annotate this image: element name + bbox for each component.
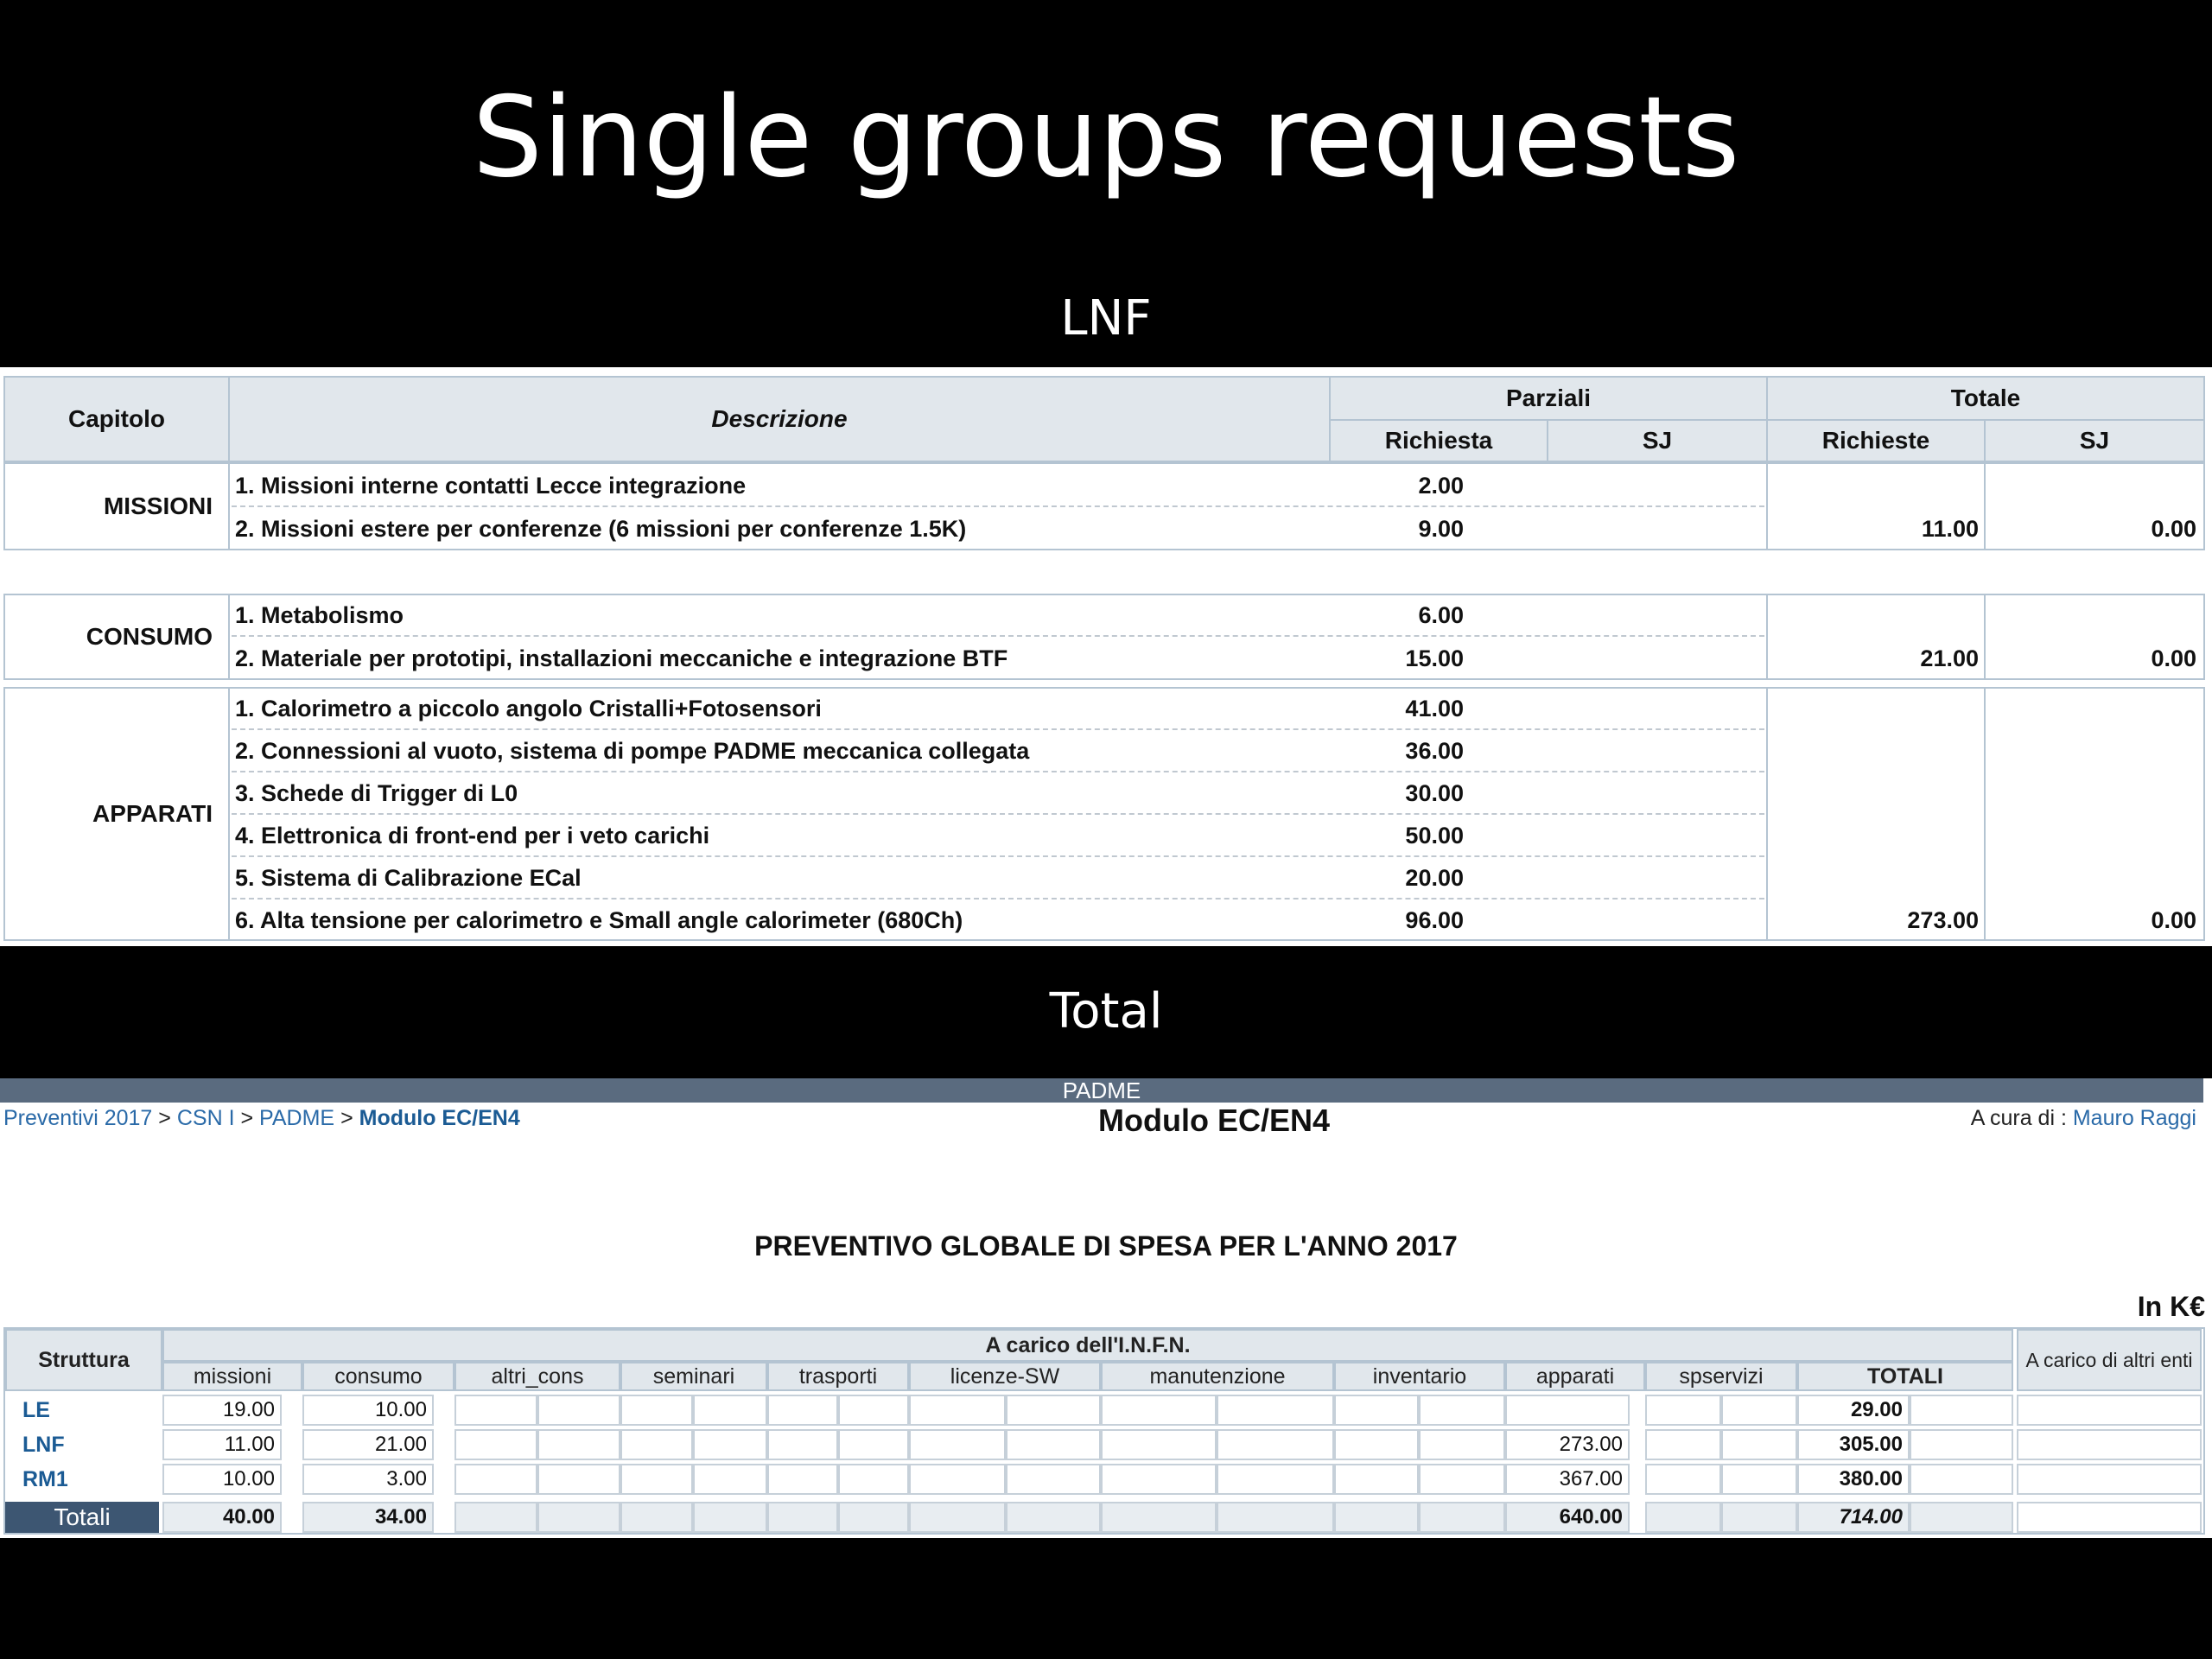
header-descrizione: Descrizione — [228, 376, 1331, 462]
empty-cell — [1419, 1502, 1505, 1533]
header-totale: Totale — [1766, 376, 2205, 421]
col-apparati: apparati — [1505, 1362, 1645, 1391]
empty-cell — [537, 1395, 620, 1426]
curator-label: A cura di : — [1970, 1106, 2067, 1130]
empty-cell — [1419, 1429, 1505, 1460]
cell-le-missioni: 19.00 — [162, 1395, 282, 1426]
empty-cell — [1101, 1502, 1217, 1533]
col-trasporti: trasporti — [767, 1362, 909, 1391]
cell-le-totali: 29.00 — [1797, 1395, 1910, 1426]
row-desc: 2. Materiale per prototipi, installazioni meccaniche e integrazione BTF — [235, 645, 1008, 671]
empty-cell — [620, 1464, 693, 1495]
section-label-consumo: CONSUMO — [86, 623, 213, 650]
row-label-rm1[interactable]: RM1 — [22, 1466, 68, 1491]
header-richiesta: Richiesta — [1329, 419, 1548, 462]
lnf-request-table — [0, 367, 2212, 946]
header-parziali: Parziali — [1329, 376, 1768, 421]
total-richieste-consumo: 21.00 — [1920, 645, 1979, 671]
cell-rm1-consumo: 3.00 — [302, 1464, 434, 1495]
global-budget-title: PREVENTIVO GLOBALE DI SPESA PER L'ANNO 2017 — [754, 1230, 1458, 1262]
header-parziali-sj: SJ — [1547, 419, 1768, 462]
empty-cell — [537, 1464, 620, 1495]
row-desc: 1. Metabolismo — [235, 602, 404, 628]
cell-rm1-totali: 380.00 — [1797, 1464, 1910, 1495]
col-spservizi: spservizi — [1645, 1362, 1797, 1391]
empty-cell — [2017, 1395, 2202, 1426]
empty-cell — [1721, 1502, 1797, 1533]
cell-lnf-missioni: 11.00 — [162, 1429, 282, 1460]
empty-cell — [909, 1502, 1006, 1533]
empty-cell — [767, 1395, 838, 1426]
section-label-missioni: MISSIONI — [103, 493, 213, 519]
total-section-label: Total — [1049, 983, 1163, 1039]
breadcrumb — [3, 1106, 520, 1131]
breadcrumb-preventivi-link[interactable]: Preventivi 2017 — [3, 1106, 153, 1130]
row-value: 6.00 — [1418, 602, 1464, 628]
empty-cell — [1101, 1395, 1217, 1426]
empty-cell — [2017, 1464, 2202, 1495]
cell-totali-apparati: 640.00 — [1505, 1502, 1630, 1533]
cell-totali-totali: 714.00 — [1797, 1502, 1910, 1533]
curator-info — [1971, 1106, 2196, 1131]
empty-cell — [1101, 1464, 1217, 1495]
col-manutenzione: manutenzione — [1101, 1362, 1334, 1391]
empty-cell — [1910, 1464, 2013, 1495]
empty-cell — [537, 1429, 620, 1460]
row-label-lnf[interactable]: LNF — [22, 1432, 65, 1457]
empty-cell — [1334, 1464, 1419, 1495]
empty-cell — [693, 1395, 767, 1426]
empty-cell — [1006, 1429, 1101, 1460]
col-inventario: inventario — [1334, 1362, 1505, 1391]
header-infn: A carico dell'I.N.F.N. — [162, 1329, 2013, 1362]
row-value: 15.00 — [1405, 645, 1464, 671]
row-label-le[interactable]: LE — [22, 1397, 50, 1422]
empty-cell — [1334, 1395, 1419, 1426]
slide-title: Single groups requests — [472, 73, 1740, 202]
breadcrumb-separator: > — [240, 1106, 254, 1130]
empty-cell — [454, 1429, 537, 1460]
col-licenze-sw: licenze-SW — [909, 1362, 1101, 1391]
breadcrumb-separator: > — [340, 1106, 353, 1130]
empty-cell — [454, 1502, 537, 1533]
row-desc: 1. Calorimetro a piccolo angolo Cristalli+Fotosensori — [235, 696, 822, 721]
empty-cell — [909, 1429, 1006, 1460]
row-desc: 1. Missioni interne contatti Lecce integrazione — [235, 473, 747, 499]
row-value: 20.00 — [1405, 865, 1464, 891]
cell-lnf-consumo: 21.00 — [302, 1429, 434, 1460]
empty-cell — [909, 1395, 1006, 1426]
empty-cell — [1721, 1395, 1797, 1426]
header-totale-sj: SJ — [1984, 419, 2205, 462]
row-desc: 5. Sistema di Calibrazione ECal — [235, 865, 582, 891]
row-desc: 2. Missioni estere per conferenze (6 missioni per conferenze 1.5K) — [235, 516, 967, 542]
row-label-totali: Totali — [5, 1502, 159, 1533]
total-richieste-missioni: 11.00 — [1921, 516, 1979, 542]
empty-cell — [1334, 1429, 1419, 1460]
lnf-section-label: LNF — [1060, 290, 1152, 346]
empty-cell — [2017, 1429, 2202, 1460]
empty-cell — [1006, 1395, 1101, 1426]
row-value: 30.00 — [1405, 780, 1464, 806]
empty-cell — [1217, 1464, 1334, 1495]
breadcrumb-modulo-link[interactable]: Modulo EC/EN4 — [359, 1106, 520, 1130]
col-seminari: seminari — [620, 1362, 767, 1391]
empty-cell — [693, 1429, 767, 1460]
empty-cell — [1910, 1395, 2013, 1426]
header-struttura: Struttura — [5, 1329, 162, 1391]
row-value: 36.00 — [1405, 738, 1464, 764]
cell-rm1-apparati: 367.00 — [1505, 1464, 1630, 1495]
total-sj-missioni: 0.00 — [2151, 516, 2196, 542]
empty-cell — [1910, 1429, 2013, 1460]
empty-cell — [767, 1429, 838, 1460]
row-desc: 4. Elettronica di front-end per i veto carichi — [235, 823, 710, 849]
empty-cell — [767, 1464, 838, 1495]
empty-cell — [838, 1464, 909, 1495]
empty-cell — [1645, 1429, 1721, 1460]
curator-name-link[interactable]: Mauro Raggi — [2072, 1106, 2196, 1130]
empty-cell — [767, 1502, 838, 1533]
empty-cell — [454, 1395, 537, 1426]
cell-totali-missioni: 40.00 — [162, 1502, 282, 1533]
cell-rm1-missioni: 10.00 — [162, 1464, 282, 1495]
empty-cell — [1721, 1429, 1797, 1460]
empty-cell — [909, 1464, 1006, 1495]
row-value: 41.00 — [1405, 696, 1464, 721]
empty-cell — [537, 1502, 620, 1533]
empty-cell — [838, 1429, 909, 1460]
col-missioni: missioni — [162, 1362, 302, 1391]
cell-le-apparati — [1505, 1395, 1630, 1426]
empty-cell — [1006, 1464, 1101, 1495]
empty-cell — [1645, 1502, 1721, 1533]
row-desc: 3. Schede di Trigger di L0 — [235, 780, 518, 806]
empty-cell — [693, 1502, 767, 1533]
empty-cell — [838, 1395, 909, 1426]
total-summary-page — [0, 1078, 2212, 1538]
empty-cell — [1419, 1395, 1505, 1426]
unit-label: In K€ — [2137, 1291, 2205, 1322]
cell-totali-consumo: 34.00 — [302, 1502, 434, 1533]
breadcrumb-padme-link[interactable]: PADME — [259, 1106, 335, 1130]
empty-cell — [838, 1502, 909, 1533]
empty-cell — [620, 1429, 693, 1460]
empty-cell — [1217, 1429, 1334, 1460]
breadcrumb-csn-link[interactable]: CSN I — [176, 1106, 235, 1130]
section-label-apparati: APPARATI — [92, 800, 213, 827]
empty-cell — [1217, 1502, 1334, 1533]
empty-cell — [1217, 1395, 1334, 1426]
empty-cell — [1910, 1502, 2013, 1533]
empty-cell — [454, 1464, 537, 1495]
empty-cell — [1101, 1429, 1217, 1460]
empty-cell — [1645, 1464, 1721, 1495]
col-altri-cons: altri_cons — [454, 1362, 620, 1391]
empty-cell — [2017, 1502, 2202, 1533]
cell-lnf-totali: 305.00 — [1797, 1429, 1910, 1460]
col-totali: TOTALI — [1797, 1362, 2013, 1391]
total-sj-apparati: 0.00 — [2151, 907, 2196, 933]
empty-cell — [693, 1464, 767, 1495]
total-sj-consumo: 0.00 — [2151, 645, 2196, 671]
row-desc: 2. Connessioni al vuoto, sistema di pompe PADME meccanica collegata — [235, 738, 1030, 764]
empty-cell — [620, 1395, 693, 1426]
empty-cell — [1419, 1464, 1505, 1495]
empty-cell — [1334, 1502, 1419, 1533]
row-value: 96.00 — [1405, 907, 1464, 933]
row-value: 2.00 — [1418, 473, 1464, 499]
header-richieste: Richieste — [1766, 419, 1986, 462]
col-consumo: consumo — [302, 1362, 454, 1391]
header-altri-enti: A carico di altri enti — [2017, 1329, 2202, 1391]
header-capitolo: Capitolo — [3, 376, 230, 462]
breadcrumb-separator: > — [158, 1106, 171, 1130]
padme-title-bar: PADME — [0, 1078, 2203, 1103]
total-richieste-apparati: 273.00 — [1907, 907, 1979, 933]
empty-cell — [1721, 1464, 1797, 1495]
row-desc: 6. Alta tensione per calorimetro e Small angle calorimeter (680Ch) — [235, 907, 963, 933]
cell-lnf-apparati: 273.00 — [1505, 1429, 1630, 1460]
empty-cell — [1006, 1502, 1101, 1533]
module-title: Modulo EC/EN4 — [1098, 1103, 1330, 1138]
empty-cell — [1645, 1395, 1721, 1426]
cell-le-consumo: 10.00 — [302, 1395, 434, 1426]
row-value: 9.00 — [1418, 516, 1464, 542]
row-value: 50.00 — [1405, 823, 1464, 849]
empty-cell — [620, 1502, 693, 1533]
